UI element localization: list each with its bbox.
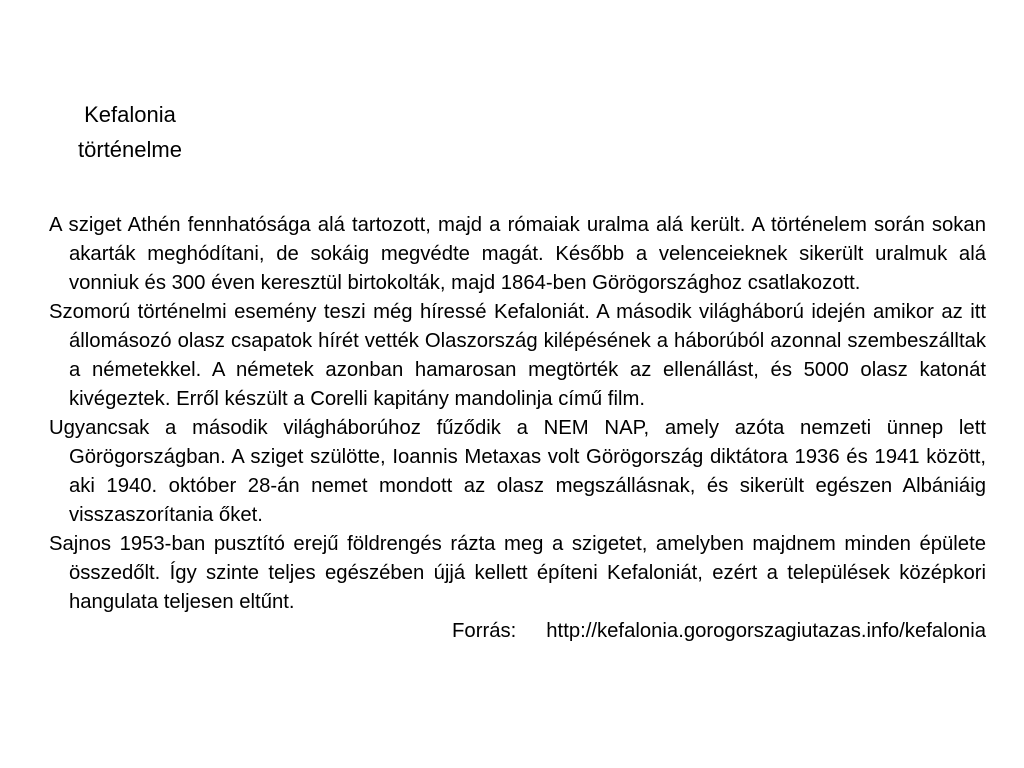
paragraph-3: Ugyancsak a második világháborúhoz fűződik a NEM NAP, amely azóta nemzeti ünnep lett Görögországban. A sziget szülötte, Ioannis Metaxas volt Görögország diktátora 1936 és 1941 között, aki 1940. október 28-án nemet mondott az olasz megszállásnak, és sikerült egészen Albániáig visszaszorítania őket. [49,417,986,526]
paragraph-2: Szomorú történelmi esemény teszi még híressé Kefaloniát. A második világháború idején amikor az itt állomásozó olasz csapatok hírét vették Olaszország kilépésének a háborúból azonnal szembeszálltak a németekkel. A németek azonban hamarosan megtörték az ellenállást, és 5000 olasz katonát kivégeztek. Erről készült a Corelli kapitány mandolinja című film. [49,301,986,410]
source-label: Forrás: [452,620,517,642]
page-title [40,97,220,167]
title-line-1: Kefalonia [84,102,176,127]
body-text [49,211,986,646]
source-url: http://kefalonia.gorogorszagiutazas.info/kefalonia [546,620,986,642]
paragraph-1: A sziget Athén fennhatósága alá tartozott, majd a rómaiak uralma alá került. A történelem során sokan akarták meghódítani, de sokáig megvédte magát. Később a velenceieknek sikerült uralmuk alá vonniuk és 300 éven keresztül birtokolták, majd 1864-ben Görögországhoz csatlakozott. [49,214,986,294]
title-line-2: történelme [78,137,182,162]
source-line [49,617,986,646]
paragraph-4: Sajnos 1953-ban pusztító erejű földrengés rázta meg a szigetet, amelyben majdnem minden épülete összedőlt. Így szinte teljes egészében újjá kellett építeni Kefaloniát, ezért a települések középkori hangulata teljesen eltűnt. [49,533,986,613]
